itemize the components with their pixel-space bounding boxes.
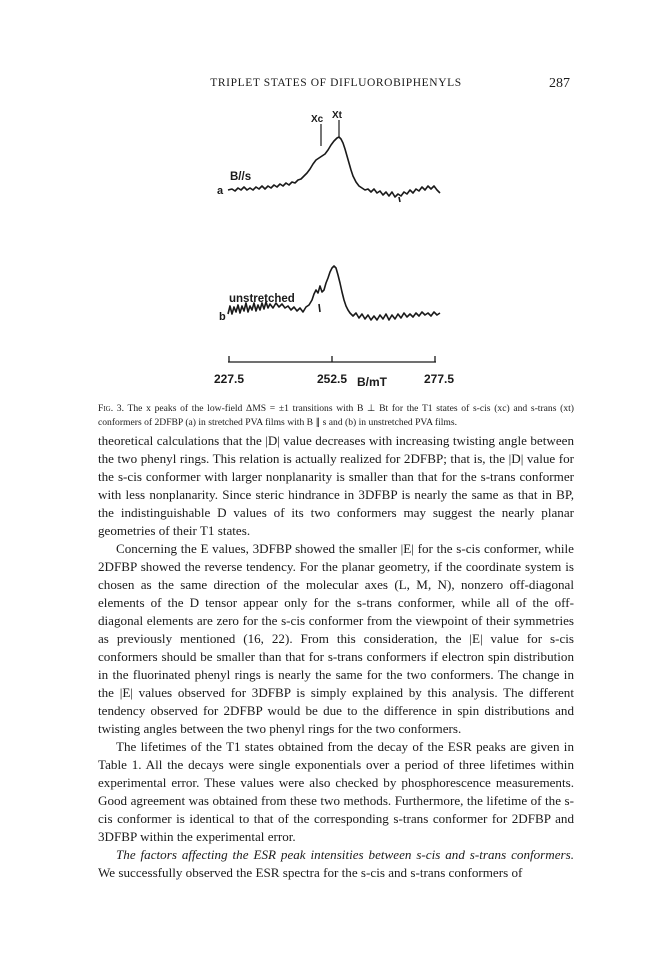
body-paragraph-4 bbox=[98, 846, 574, 882]
peak-markers bbox=[311, 110, 343, 146]
marker-xc-label: Xc bbox=[311, 114, 324, 125]
section-heading-inline: The factors affecting the ESR peak intensities between s-cis and s-trans conformers. bbox=[116, 847, 574, 862]
running-head bbox=[0, 77, 672, 97]
body-paragraph-3: The lifetimes of the T1 states obtained from the decay of the ESR peaks are given in Table 1. All the decays were single exponentials over a period of three lifetimes within experimental error. These values were also checked by phosphorescence measurements. Good agreement was obtained from these two methods. Furthermore, the lifetime of the s-cis conformer is identical to that of the corresponding s-trans conformer for 2DFBP and 3DFBP within the experimental error. bbox=[98, 739, 574, 844]
trace-a-noise-spike bbox=[399, 197, 400, 202]
trace-b-label: unstretched bbox=[229, 293, 295, 305]
marker-xt-label: Xt bbox=[332, 110, 342, 121]
running-title: TRIPLET STATES OF DIFLUOROBIPHENYLS bbox=[210, 77, 462, 89]
trace-a bbox=[217, 137, 440, 202]
figure-esr-spectra bbox=[0, 100, 672, 400]
trace-a-label: B//s bbox=[230, 171, 252, 183]
body-paragraph-1: theoretical calculations that the |D| value decreases with increasing twisting angle between the two phenyl rings. This relation is actually realized for 2DFBP; that is, the |D| value for the s-cis conformer with larger nonplanarity is smaller than that for the s-trans conformer with less nonplanarity. Since steric hindrance in 3DFBP is nearly the same as that in BP, the indistinguishable D values of its two conformers may suggest the nearly planar geometries of their T1 states. bbox=[98, 433, 574, 538]
page-number: 287 bbox=[549, 76, 570, 91]
field-axis-tick-label: 252.5 bbox=[316, 372, 348, 386]
figure-caption-lead: Fig. 3. bbox=[98, 403, 124, 414]
trace-b-letter: b bbox=[219, 311, 226, 323]
body-paragraph-4-text: We successfully observed the ESR spectra for the s-cis and s-trans conformers of bbox=[98, 865, 523, 880]
field-axis-unit-label: B/mT bbox=[357, 375, 387, 389]
field-axis bbox=[214, 356, 454, 389]
field-axis-tick-label: 227.5 bbox=[213, 372, 245, 386]
esr-spectra-plot bbox=[0, 100, 672, 400]
field-axis-tick-label: 277.5 bbox=[423, 372, 455, 386]
trace-a-letter: a bbox=[217, 185, 224, 197]
figure-caption-text: The x peaks of the low-field ΔMS = ±1 transitions with B ⊥ Bt for the T1 states of s-cis (xc) and s-trans (xt) conformers of 2DFBP (a) in stretched PVA films with B ∥ s and (b) in unstretched PVA films. bbox=[98, 403, 574, 428]
trace-b bbox=[219, 266, 440, 323]
trace-b-noise-spike bbox=[319, 304, 320, 312]
trace-a-spectrum bbox=[228, 137, 440, 197]
body-paragraph-2: Concerning the E values, 3DFBP showed the smaller |E| for the s-cis conformer, while 2DFBP showed the reverse tendency. For the planar geometry, if the coordinate system is chosen as the same direction of the molecular axes (L, M, N), nonzero off-diagonal elements of the D tensor appear only for the s-trans conformer, while all of the off-diagonal elements are zero for the s-cis conformer from the viewpoint of their symmetries as previously mentioned (16, 22). From this consideration, the |E| value for s-cis conformers should be smaller than that for s-trans conformers if electron spin distribution in the fluorinated phenyl rings is nearly the same for the two conformers. The change in the |E| values observed for 3DFBP is simply explained by this analysis. The different tendency observed for 2DFBP would be due to the difference in spin distributions and twisting angles between the two phenyl rings for the two conformers. bbox=[98, 541, 574, 736]
body-text bbox=[98, 432, 574, 882]
figure-caption bbox=[98, 402, 574, 430]
